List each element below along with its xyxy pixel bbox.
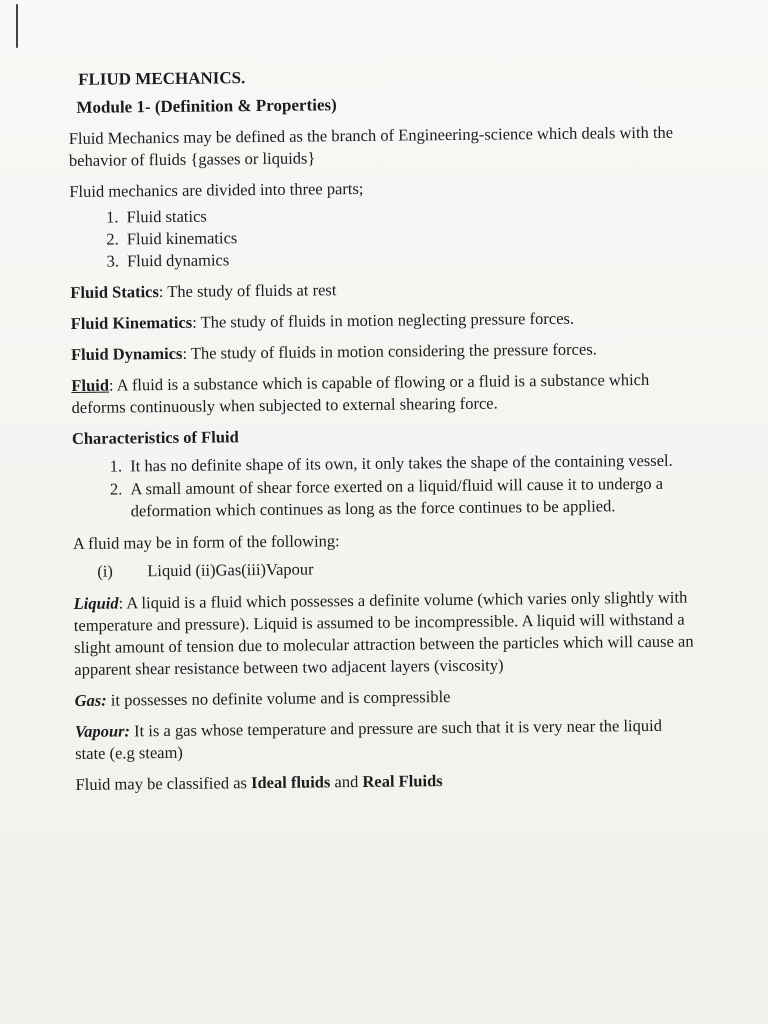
document-content	[68, 60, 696, 805]
ideal-fluids-term: Ideal fluids	[250, 772, 331, 793]
intro-paragraph: Fluid Mechanics may be defined as the branch of Engineering-science which deals with the behavior of fluids {gasses or liquids}	[68, 122, 674, 170]
term-text: : The study of fluids in motion considering the pressure forces.	[182, 339, 597, 363]
module-heading: Module 1- (Definition & Properties)	[76, 95, 337, 117]
term-label: Fluid Kinematics	[70, 312, 193, 333]
forms-intro: A fluid may be in form of the following:	[72, 531, 340, 553]
fluid-definition	[71, 368, 691, 418]
forms-text: Liquid (ii)Gas(iii)Vapour	[147, 559, 314, 581]
dynamics-definition	[71, 337, 691, 365]
term-label: Fluid	[71, 375, 110, 395]
parts-list	[69, 200, 690, 272]
term-text: It is a gas whose temperature and pressure are such that it is very near the liquid state (e.g steam)	[75, 715, 663, 763]
characteristics-heading: Characteristics of Fluid	[71, 427, 239, 448]
forms-line	[97, 554, 693, 582]
gas-definition	[75, 683, 695, 711]
list-item: 1. Fluid statics	[122, 200, 689, 228]
document-title: FLIUD MECHANICS.	[78, 68, 246, 89]
list-item: 3. Fluid dynamics	[123, 244, 690, 272]
characteristics-list	[72, 449, 693, 522]
term-label: Fluid Dynamics	[70, 343, 183, 364]
kinematics-definition	[71, 306, 691, 334]
real-fluids-term: Real Fluids	[362, 771, 443, 791]
term-text: it possesses no definite volume and is compressible	[106, 687, 451, 710]
vapour-definition	[75, 714, 695, 764]
term-text: : The study of fluids at rest	[158, 280, 337, 302]
statics-definition	[70, 275, 690, 303]
term-label: Gas:	[74, 690, 107, 710]
margin-pen-mark	[16, 4, 18, 48]
classified-and: and	[330, 771, 363, 792]
term-label: Vapour:	[74, 721, 131, 741]
list-item: 2. Fluid kinematics	[123, 222, 690, 250]
list-item: 2. A small amount of shear force exerted on a liquid/fluid will cause it to undergo a deformation which continues as long as the force continues to be applied.	[126, 472, 692, 522]
term-text: : The study of fluids in motion neglecting pressure forces.	[192, 308, 575, 332]
classified-prefix: Fluid may be classified as	[75, 773, 252, 794]
forms-number: (i)	[97, 561, 113, 581]
term-label: Liquid	[73, 593, 119, 613]
divided-paragraph: Fluid mechanics are divided into three parts;	[69, 178, 364, 201]
liquid-definition	[74, 586, 695, 680]
list-item: 1. It has no definite shape of its own, it only takes the shape of the containing vessel.	[126, 449, 692, 477]
term-label: Fluid Statics	[70, 282, 159, 302]
term-text: : A fluid is a substance which is capable of flowing or a fluid is a substance which deforms continuously when subjected to external shearing force.	[71, 369, 650, 417]
classification-sentence	[75, 767, 695, 795]
term-text: : A liquid is a fluid which possesses a definite volume (which varies only slightly with temperature and pressure). Liquid is assumed to be incompressible. A liquid will withstand a slight amount of tension due to molecular attraction between the particles which will cause an apparent shear resistance between two adjacent layers (viscosity)	[73, 587, 694, 679]
